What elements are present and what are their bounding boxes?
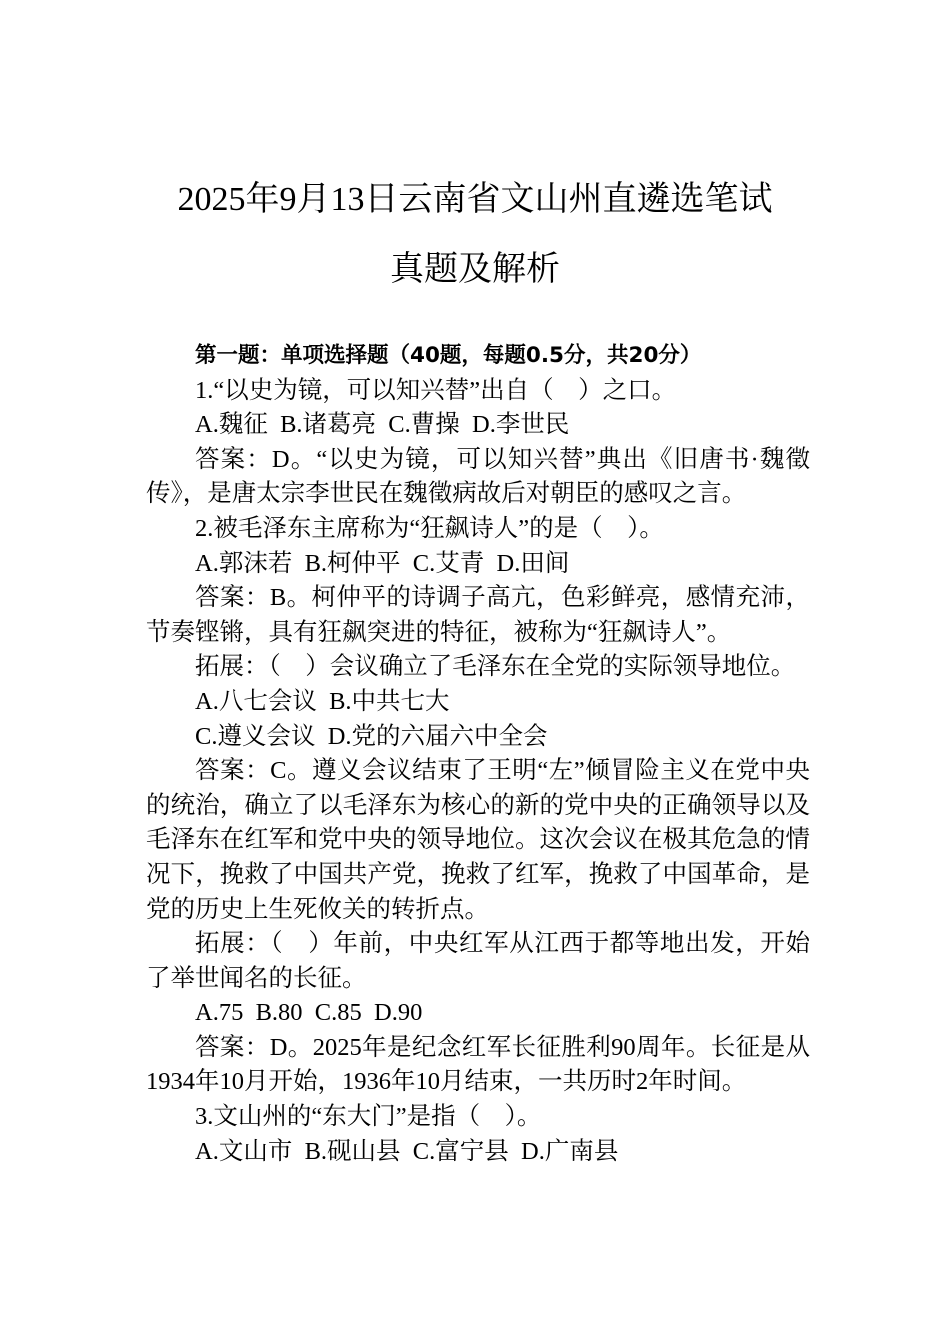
extension-1: 拓展：（ ）会议确立了毛泽东在全党的实际领导地位。 <box>195 653 796 681</box>
extension-2-options: A.75 B.80 C.85 D.90 <box>195 999 423 1027</box>
question-2-answer: 答案：B。柯仲平的诗调子高亢，色彩鲜亮，感情充沛，节奏铿锵，具有狂飙突进的特征，被称为“狂飙诗人”。 <box>146 584 810 646</box>
question-3: 3.文山州的“东大门”是指（ ）。 <box>195 1103 542 1131</box>
extension-1-answer: 答案：C。遵义会议结束了王明“左”倾冒险主义在党中央的统治，确立了以毛泽东为核心的新的党中央的正确领导以及毛泽东在红军和党中央的领导地位。这次会议在极其危急的情况下，挽救了中国共产党，挽救了红军，挽救了中国革命，是党的历史上生死攸关的转折点。 <box>146 757 810 923</box>
section-heading: 第一题：单项选择题（40题，每题0.5分，共20分） <box>195 343 702 368</box>
question-1-answer: 答案：D。“以史为镜，可以知兴替”典出《旧唐书·魏徵传》，是唐太宗李世民在魏徵病故后对朝臣的感叹之言。 <box>146 445 810 508</box>
extension-2-answer: 答案：D。2025年是纪念红军长征胜利90周年。长征是从1934年10月开始，1936年10月结束，一共历时2年时间。 <box>146 1033 810 1096</box>
question-2: 2.被毛泽东主席称为“狂飙诗人”的是（ ）。 <box>195 514 664 542</box>
extension-1-options-c-d: C.遵义会议 D.党的六届六中全会 <box>195 722 548 750</box>
question-1-options: A.魏征 B.诸葛亮 C.曹操 D.李世民 <box>195 411 570 439</box>
question-1: 1.“以史为镜，可以知兴替”出自（ ）之口。 <box>195 376 677 404</box>
document-title-line-1: 2025年9月13日云南省文山州直遴选笔试 <box>177 181 773 218</box>
extension-1-options-a-b: A.八七会议 B.中共七大 <box>195 687 450 715</box>
extension-2: 拓展：（ ）年前，中央红军从江西于都等地出发，开始了举世闻名的长征。 <box>146 930 810 992</box>
question-2-options: A.郭沫若 B.柯仲平 C.艾青 D.田间 <box>195 549 570 577</box>
question-3-options: A.文山市 B.砚山县 C.富宁县 D.广南县 <box>195 1137 619 1165</box>
document-body <box>146 339 810 1169</box>
document-title-line-2: 真题及解析 <box>390 251 560 288</box>
